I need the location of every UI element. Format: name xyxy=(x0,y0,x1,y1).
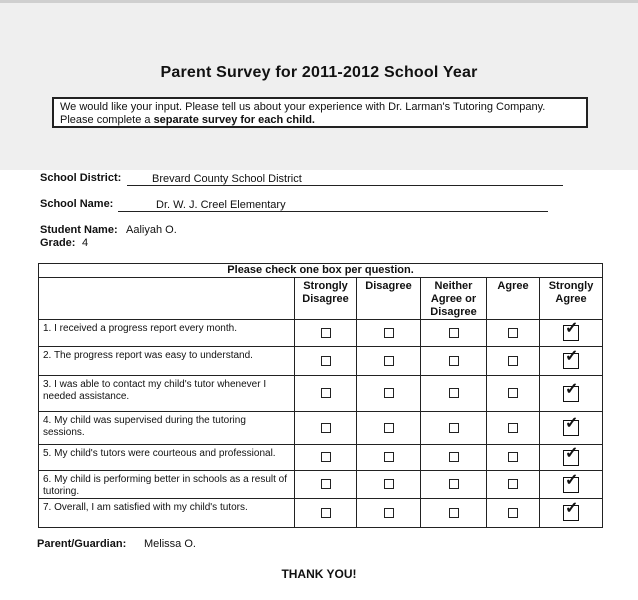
checked-checkbox[interactable] xyxy=(563,415,579,436)
checked-checkbox[interactable] xyxy=(563,471,579,493)
answer-cell xyxy=(487,471,540,499)
school-name-label: School Name: xyxy=(40,198,114,210)
column-header: Agree xyxy=(487,278,540,320)
grade-label: Grade: xyxy=(40,237,76,249)
checkbox[interactable] xyxy=(508,452,518,462)
checkbox[interactable] xyxy=(449,508,459,518)
answer-cell xyxy=(357,347,421,376)
answer-cell xyxy=(357,445,421,471)
answer-cell xyxy=(295,499,357,528)
page-title: Parent Survey for 2011-2012 School Year xyxy=(160,64,478,81)
checkbox[interactable] xyxy=(321,479,331,489)
school-name-underline xyxy=(118,211,548,212)
question-text: 4. My child was supervised during the tutoring sessions. xyxy=(39,412,295,445)
checkmark-icon: ✓ xyxy=(565,471,579,489)
question-row xyxy=(39,445,603,471)
school-district-value[interactable]: Brevard County School District xyxy=(152,173,302,185)
checkbox[interactable] xyxy=(321,423,331,433)
checkbox[interactable] xyxy=(384,423,394,433)
checkmark-icon: ✓ xyxy=(565,500,579,517)
guardian-value[interactable]: Melissa O. xyxy=(144,538,196,550)
intro-line-1: We would like your input. Please tell us about your experience with Dr. Larman's Tutoring Company. xyxy=(60,101,546,113)
question-text: 2. The progress report was easy to understand. xyxy=(39,347,295,376)
checkbox[interactable] xyxy=(508,388,518,398)
question-row xyxy=(39,347,603,376)
answer-cell xyxy=(357,412,421,445)
student-name-value[interactable]: Aaliyah O. xyxy=(126,224,177,236)
thank-you: THANK YOU! xyxy=(281,567,357,581)
checkbox[interactable] xyxy=(384,388,394,398)
question-text: 1. I received a progress report every month. xyxy=(39,320,295,347)
answer-cell xyxy=(421,412,487,445)
question-text: 7. Overall, I am satisfied with my child's tutors. xyxy=(39,499,295,528)
checkmark-icon: ✓ xyxy=(565,320,579,337)
question-text: 3. I was able to contact my child's tutor whenever I needed assistance. xyxy=(39,376,295,412)
scan-edge xyxy=(0,0,638,3)
checkbox[interactable] xyxy=(508,328,518,338)
answer-cell xyxy=(295,445,357,471)
intro-line-2-bold: separate survey for each child. xyxy=(153,114,315,126)
answer-cell xyxy=(295,347,357,376)
answer-cell xyxy=(357,376,421,412)
checkbox[interactable] xyxy=(384,452,394,462)
checkbox[interactable] xyxy=(321,328,331,338)
answer-cell xyxy=(540,320,603,347)
checkbox[interactable] xyxy=(384,356,394,366)
answer-cell xyxy=(540,347,603,376)
answer-cell xyxy=(540,412,603,445)
school-district-underline xyxy=(127,185,563,186)
checked-checkbox[interactable] xyxy=(563,348,579,369)
answer-cell xyxy=(540,471,603,499)
answer-cell xyxy=(421,471,487,499)
answer-cell xyxy=(421,347,487,376)
column-header: Strongly Agree xyxy=(540,278,603,320)
checkbox[interactable] xyxy=(321,452,331,462)
column-header: Disagree xyxy=(357,278,421,320)
answer-cell xyxy=(487,347,540,376)
column-header: Strongly Disagree xyxy=(295,278,357,320)
answer-cell xyxy=(540,376,603,412)
checkbox[interactable] xyxy=(449,479,459,489)
answer-cell xyxy=(540,499,603,528)
checked-checkbox[interactable] xyxy=(563,500,579,521)
question-row xyxy=(39,376,603,412)
question-text: 6. My child is performing better in schools as a result of tutoring. xyxy=(39,471,295,499)
checkbox[interactable] xyxy=(321,388,331,398)
survey-header-row xyxy=(39,278,603,320)
checkbox[interactable] xyxy=(449,388,459,398)
checkbox[interactable] xyxy=(384,479,394,489)
checked-checkbox[interactable] xyxy=(563,320,579,341)
checkbox[interactable] xyxy=(508,479,518,489)
question-row xyxy=(39,499,603,528)
checkmark-icon: ✓ xyxy=(565,348,579,365)
answer-cell xyxy=(295,471,357,499)
answer-cell xyxy=(487,320,540,347)
checkbox[interactable] xyxy=(449,356,459,366)
school-name-value[interactable]: Dr. W. J. Creel Elementary xyxy=(156,199,286,211)
question-row xyxy=(39,471,603,499)
checked-checkbox[interactable] xyxy=(563,380,579,402)
checkbox[interactable] xyxy=(508,508,518,518)
survey-questions xyxy=(39,320,603,528)
answer-cell xyxy=(540,445,603,471)
intro-box xyxy=(52,97,588,128)
checkbox[interactable] xyxy=(449,452,459,462)
answer-cell xyxy=(421,320,487,347)
checkbox[interactable] xyxy=(508,356,518,366)
answer-cell xyxy=(487,499,540,528)
header-band xyxy=(0,0,638,170)
answer-cell xyxy=(487,376,540,412)
intro-line-2 xyxy=(60,114,580,127)
question-header-blank xyxy=(39,278,295,320)
answer-cell xyxy=(421,499,487,528)
question-row xyxy=(39,412,603,445)
intro-line-2-prefix: Please complete a xyxy=(60,114,154,126)
question-row xyxy=(39,320,603,347)
student-name-label: Student Name: xyxy=(40,224,118,236)
column-header: Neither Agree or Disagree xyxy=(421,278,487,320)
survey-instruction: Please check one box per question. xyxy=(39,264,603,278)
checkbox[interactable] xyxy=(449,423,459,433)
checkmark-icon: ✓ xyxy=(565,444,579,462)
answer-cell xyxy=(357,320,421,347)
question-text: 5. My child's tutors were courteous and professional. xyxy=(39,445,295,471)
grade-value[interactable]: 4 xyxy=(82,237,89,249)
checked-checkbox[interactable] xyxy=(563,444,579,466)
checkbox[interactable] xyxy=(384,508,394,518)
checkbox[interactable] xyxy=(321,508,331,518)
checkmark-icon: ✓ xyxy=(565,380,579,398)
answer-cell xyxy=(295,412,357,445)
checkbox[interactable] xyxy=(384,328,394,338)
checkmark-icon: ✓ xyxy=(565,415,579,432)
answer-cell xyxy=(357,471,421,499)
checkbox[interactable] xyxy=(449,328,459,338)
checkbox[interactable] xyxy=(508,423,518,433)
answer-cell xyxy=(487,412,540,445)
answer-cell xyxy=(295,376,357,412)
school-district-label: School District: xyxy=(40,172,122,184)
checkbox[interactable] xyxy=(321,356,331,366)
answer-cell xyxy=(295,320,357,347)
answer-cell xyxy=(487,445,540,471)
answer-cell xyxy=(357,499,421,528)
guardian-label: Parent/Guardian: xyxy=(37,538,127,550)
answer-cell xyxy=(421,445,487,471)
survey-table xyxy=(38,263,603,528)
answer-cell xyxy=(421,376,487,412)
